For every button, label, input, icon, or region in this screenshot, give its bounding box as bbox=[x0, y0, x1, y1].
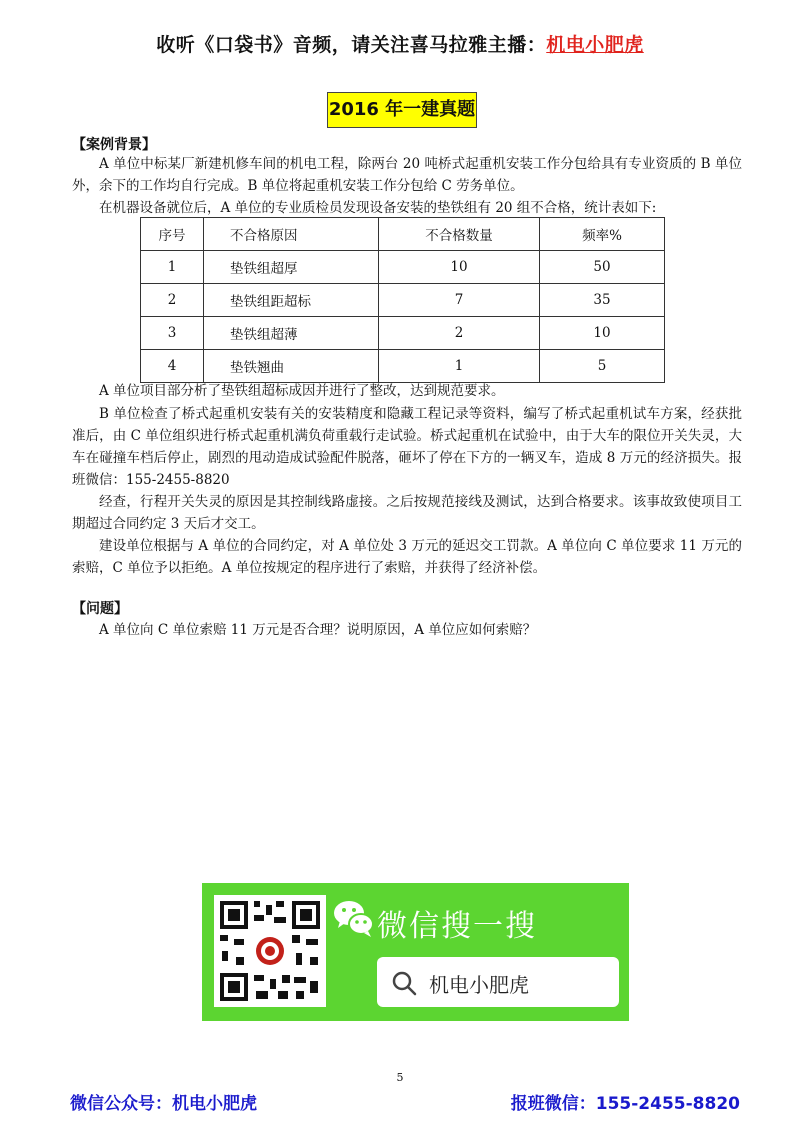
question-text: A 单位向 C 单位索赔 11 万元是否合理？说明原因，A 单位应如何索赔？ bbox=[99, 622, 537, 638]
table-cell: 7 bbox=[379, 284, 540, 317]
table-cell: 10 bbox=[540, 317, 665, 350]
table-cell: 1 bbox=[141, 251, 204, 284]
footer-left: 微信公众号：机电小肥虎 bbox=[70, 1094, 257, 1114]
background-paragraph-6: 建设单位根据与 A 单位的合同约定，对 A 单位处 3 万元的延迟交工罚款。A 单位向 C 单位要求 11 万元的索赔，C 单位予以拒绝。A 单位按规定的程序进行了索赔，并获得了经济补偿。 bbox=[72, 538, 742, 576]
table-cell: 4 bbox=[141, 350, 204, 383]
table-header-cell: 频率% bbox=[540, 218, 665, 251]
table-header-cell: 序号 bbox=[141, 218, 204, 251]
wechat-search-query: 机电小肥虎 bbox=[429, 973, 529, 997]
table-cell: 垫铁组超薄 bbox=[204, 317, 379, 350]
background-paragraph-3: A 单位项目部分析了垫铁组超标成因并进行了整改，达到规范要求。 bbox=[99, 383, 505, 399]
header-prefix: 收听《口袋书》音频，请关注喜马拉雅主播： bbox=[156, 34, 547, 56]
table-cell: 垫铁组距超标 bbox=[204, 284, 379, 317]
table-cell: 5 bbox=[540, 350, 665, 383]
table-header-cell: 不合格数量 bbox=[379, 218, 540, 251]
table-cell: 2 bbox=[141, 284, 204, 317]
footer-right: 报班微信：155-2455-8820 bbox=[510, 1094, 740, 1114]
table-cell: 3 bbox=[141, 317, 204, 350]
page-header bbox=[0, 30, 800, 57]
wechat-search-banner[interactable] bbox=[202, 883, 629, 1021]
table-header-cell: 不合格原因 bbox=[204, 218, 379, 251]
search-icon bbox=[391, 970, 417, 1000]
background-heading: 【案例背景】 bbox=[72, 137, 156, 153]
header-host-link[interactable]: 机电小肥虎 bbox=[546, 34, 644, 56]
background-paragraph-2: 在机器设备就位后，A 单位的专业质检员发现设备安装的垫铁组有 20 组不合格，统计表如下: bbox=[99, 200, 657, 216]
table-row bbox=[141, 317, 665, 350]
table-row bbox=[141, 284, 665, 317]
background-paragraph-1: A 单位中标某厂新建机修车间的机电工程，除两台 20 吨桥式起重机安装工作分包给具有专业资质的 B 单位外，余下的工作均自行完成。B 单位将起重机安装工作分包给 C 劳务单位。 bbox=[72, 156, 742, 194]
table-cell: 垫铁翘曲 bbox=[204, 350, 379, 383]
table-cell: 35 bbox=[540, 284, 665, 317]
table-cell: 10 bbox=[379, 251, 540, 284]
table-cell: 垫铁组超厚 bbox=[204, 251, 379, 284]
table-row bbox=[141, 350, 665, 383]
background-paragraph-4: B 单位检查了桥式起重机安装有关的安装精度和隐藏工程记录等资料，编写了桥式起重机试车方案，经获批准后，由 C 单位组织进行桥式起重机满负荷重载行走试验。桥式起重机在试验中，由于大车的限位开关失灵，大车在碰撞车档后停止，剧烈的甩动造成试验配件脱落，砸坏了停在下方的一辆叉车，造成 8 万元的经济损失。报班微信：155-2455-8820 bbox=[72, 406, 742, 488]
page-number: 5 bbox=[396, 1071, 404, 1084]
wechat-logo-icon bbox=[332, 897, 376, 945]
wechat-search-title: 微信搜一搜 bbox=[377, 909, 537, 944]
table-row bbox=[141, 251, 665, 284]
table-cell: 1 bbox=[379, 350, 540, 383]
wechat-search-box[interactable] bbox=[377, 957, 619, 1007]
qr-code bbox=[214, 895, 326, 1007]
page-title: 2016 年一建真题 bbox=[327, 92, 477, 128]
table-cell: 50 bbox=[540, 251, 665, 284]
table-header-row bbox=[141, 218, 665, 251]
question-heading: 【问题】 bbox=[72, 601, 128, 617]
background-paragraph-5: 经查，行程开关失灵的原因是其控制线路虚接。之后按规范接线及测试，达到合格要求。该事故致使项目工期超过合同约定 3 天后才交工。 bbox=[72, 494, 742, 532]
table-cell: 2 bbox=[379, 317, 540, 350]
defect-table bbox=[140, 217, 665, 383]
